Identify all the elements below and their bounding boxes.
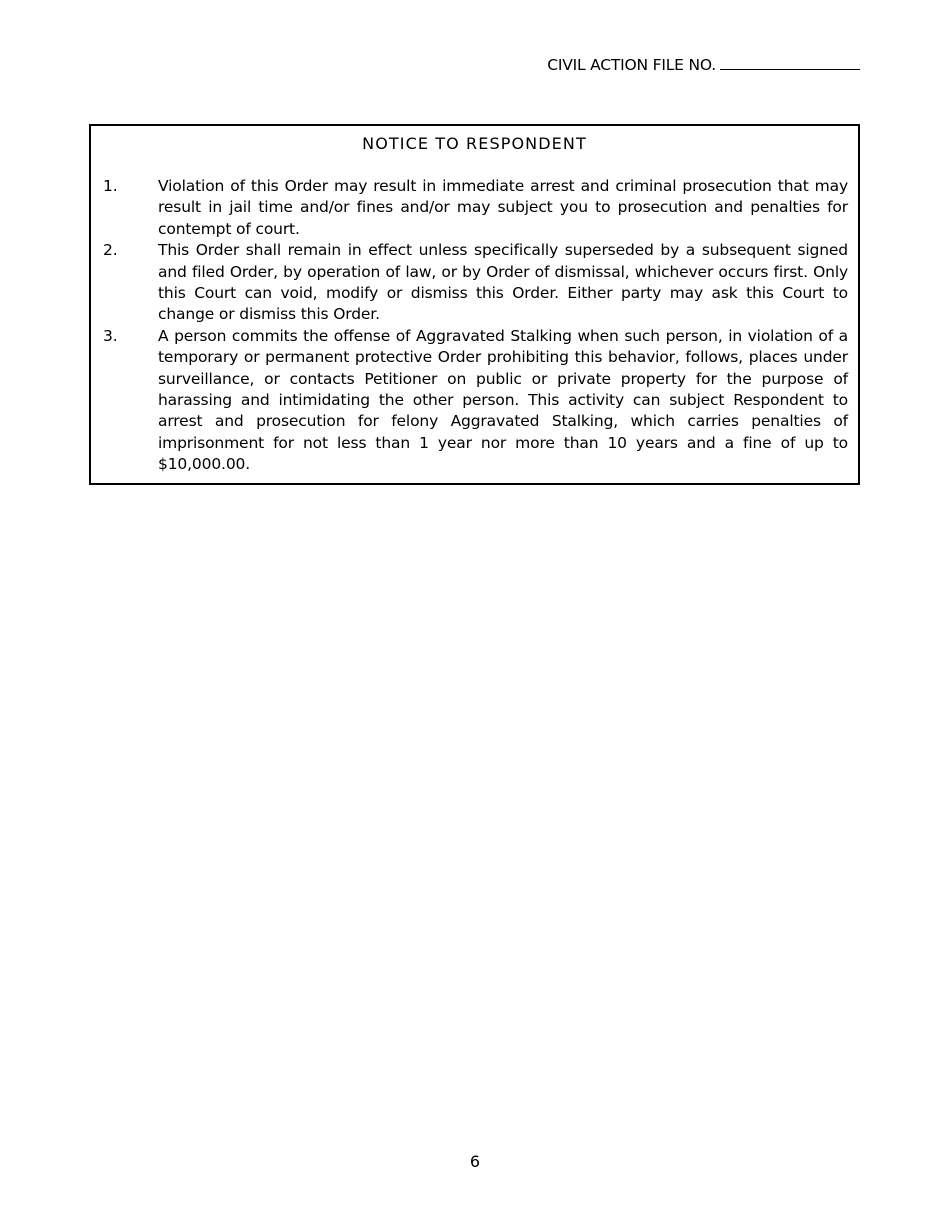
notice-title: NOTICE TO RESPONDENT [362,134,587,153]
notice-box [89,124,860,485]
notice-item-text: Violation of this Order may result in immediate arrest and criminal prosecution that may result in jail time and/or fines and/or may subject you to prosecution and penalties for contempt of court. [158,177,848,238]
file-number-label: CIVIL ACTION FILE NO. [547,56,716,74]
notice-item-number: 2. [103,241,118,260]
notice-item-1 [91,176,858,240]
civil-action-file-number [547,55,860,74]
notice-item-text: A person commits the offense of Aggravated Stalking when such person, in violation of a temporary or permanent protective Order prohibiting this behavior, follows, places under surveillance, or contacts Petitioner on public or private property for the purpose of harassing and intimidating the other person. This activity can subject Respondent to arrest and prosecution for felony Aggravated Stalking, which carries penalties of imprisonment for not less than 1 year nor more than 10 years and a fine of up to $10,000.00. [158,326,848,474]
notice-list [91,176,858,476]
notice-item-number: 1. [103,177,118,195]
file-number-blank [720,55,860,70]
notice-item-text: This Order shall remain in effect unless specifically superseded by a subsequent signed and filed Order, by operation of law, or by Order of dismissal, whichever occurs first. Only this Court can void, modify or dismiss this Order. Either party may ask this Court to change or dismiss this Order. [158,241,848,324]
page-number: 6 [469,1152,481,1171]
notice-item-number: 3. [103,326,118,345]
notice-item-3 [91,326,858,476]
notice-item-2 [91,240,858,326]
